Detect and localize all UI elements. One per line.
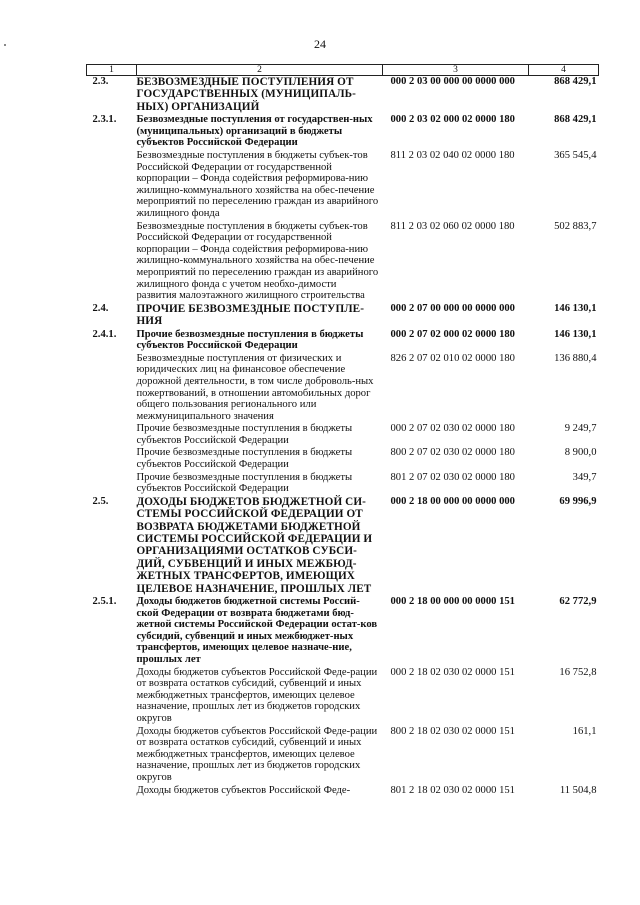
row-amount: 161,1 bbox=[572, 725, 597, 737]
table-row bbox=[87, 353, 599, 424]
table-row bbox=[87, 726, 599, 785]
row-name: Безвозмездные поступления от государствен-ных (муниципальных) организаций в бюджеты субъектов Российской Федерации bbox=[136, 114, 373, 149]
row-amount: 146 130,1 bbox=[554, 302, 597, 314]
row-number: 2.5. bbox=[92, 495, 109, 507]
row-name: Доходы бюджетов субъектов Российской Феде- bbox=[136, 784, 351, 796]
table-row bbox=[87, 303, 599, 329]
table-row bbox=[87, 472, 599, 496]
row-name: ДОХОДЫ БЮДЖЕТОВ БЮДЖЕТНОЙ СИ-СТЕМЫ РОССИЙСКОЙ ФЕДЕРАЦИИ ОТ ВОЗВРАТА БЮДЖЕТАМИ БЮДЖЕТНОЙ СИСТЕМЫ РОССИЙСКОЙ ФЕДЕРАЦИИ И ОРГАНИЗАЦИЯМИ ОСТАТКОВ СУБСИ-ДИЙ, СУБВЕНЦИЙ И ИНЫХ МЕЖБЮД-ЖЕТНЫХ ТРАНСФЕРТОВ, ИМЕЮЩИХ ЦЕЛЕВОЕ НАЗНАЧЕНИЕ, ПРОШЛЫХ ЛЕТ bbox=[136, 495, 373, 595]
row-name: Доходы бюджетов субъектов Российской Феде-рации от возврата остатков субсидий, субвенций и иных межбюджетных трансфертов, имеющих целевое назначение, прошлых лет из бюджетов городских округов bbox=[136, 666, 378, 725]
row-name: БЕЗВОЗМЕЗДНЫЕ ПОСТУПЛЕНИЯ ОТ ГОСУДАРСТВЕННЫХ (МУНИЦИПАЛЬ-НЫХ) ОРГАНИЗАЦИЙ bbox=[137, 76, 383, 115]
row-number bbox=[87, 150, 137, 221]
row-code: 000 2 18 00 000 00 0000 000 bbox=[390, 495, 515, 507]
table-body bbox=[87, 76, 599, 798]
header-row bbox=[87, 65, 599, 76]
row-code: 801 2 07 02 030 02 0000 180 bbox=[390, 471, 515, 483]
header-col-3: 3 bbox=[383, 65, 529, 76]
row-number bbox=[87, 353, 137, 424]
row-amount: 11 504,8 bbox=[559, 784, 597, 796]
header-col-4: 4 bbox=[529, 65, 599, 76]
row-code: 811 2 03 02 060 02 0000 180 bbox=[390, 220, 515, 232]
page-number: 24 bbox=[314, 37, 326, 51]
row-amount: 136 880,4 bbox=[554, 352, 597, 364]
row-code: 000 2 18 02 030 02 0000 151 bbox=[390, 666, 515, 678]
budget-table bbox=[86, 64, 599, 797]
row-code: 826 2 07 02 010 02 0000 180 bbox=[390, 352, 515, 364]
row-number bbox=[87, 221, 137, 303]
row-code: 000 2 07 02 000 02 0000 180 bbox=[390, 328, 515, 340]
row-amount: 146 130,1 bbox=[554, 328, 597, 340]
table-row bbox=[87, 423, 599, 447]
row-number: 2.3. bbox=[87, 76, 137, 115]
row-amount: 8 900,0 bbox=[564, 447, 597, 459]
table-row bbox=[87, 785, 599, 798]
table-row bbox=[87, 150, 599, 221]
row-number bbox=[87, 726, 137, 785]
row-number: 2.4.1. bbox=[92, 328, 117, 340]
row-code: 800 2 07 02 030 02 0000 180 bbox=[390, 447, 515, 459]
row-number: 2.3.1. bbox=[92, 114, 117, 126]
table-header bbox=[87, 65, 599, 76]
table-row bbox=[87, 496, 599, 596]
row-name: Безвозмездные поступления от физических и юридических лиц на финансовое обеспечение дорожной деятельности, в том числе доброволь-ных пожертвований, в отношении автомобильных дорог общего пользования регионального или межмуниципального значения bbox=[136, 352, 374, 422]
row-name: Доходы бюджетов бюджетной системы Россий-ской Федерации от возврата бюджетами бюд-жетной системы Российской Федерации остат-ков субсидий, субвенций и иных межбюджет-ных трансфертов, имеющих целевое назначе-ние, прошлых лет bbox=[136, 596, 378, 666]
row-code: 801 2 18 02 030 02 0000 151 bbox=[390, 784, 515, 796]
table-row bbox=[87, 114, 599, 150]
row-number bbox=[87, 785, 137, 798]
table-row bbox=[87, 596, 599, 667]
row-code: 000 2 07 00 000 00 0000 000 bbox=[390, 302, 515, 314]
row-name: Прочие безвозмездные поступления в бюджеты субъектов Российской Федерации bbox=[136, 447, 353, 471]
row-name: Безвозмездные поступления в бюджеты субъек-тов Российской Федерации от государственной корпорации – Фонда содействия реформирова-нию жилищно-коммунального хозяйства на обес-печение мероприятий по переселению граждан из аварийного жилищного фонда bbox=[136, 150, 379, 219]
row-code: 800 2 18 02 030 02 0000 151 bbox=[390, 725, 515, 737]
row-code: 000 2 03 00 000 00 0000 000 bbox=[383, 76, 529, 115]
row-number: 2.5.1. bbox=[92, 596, 117, 608]
table-row bbox=[87, 447, 599, 471]
row-amount: 349,7 bbox=[572, 471, 597, 483]
row-code: 811 2 03 02 040 02 0000 180 bbox=[390, 150, 515, 161]
row-amount: 9 249,7 bbox=[564, 423, 597, 435]
row-name: Безвозмездные поступления в бюджеты субъек-тов Российской Федерации от государственной корпорации – Фонда содействия реформирова-нию жилищно-коммунального хозяйства на обес-печение мероприятий по переселению граждан из аварийного жилищного фонда с учетом необхо-димости развития малоэтажного жилищного строительства bbox=[136, 220, 379, 302]
row-code: 000 2 07 02 030 02 0000 180 bbox=[390, 423, 515, 435]
row-number bbox=[87, 423, 137, 447]
table-row bbox=[87, 221, 599, 303]
row-number bbox=[87, 447, 137, 471]
row-name: Доходы бюджетов субъектов Российской Феде-рации от возврата остатков субсидий, субвенций и иных межбюджетных трансфертов, имеющих целевое назначение, прошлых лет из бюджетов городских округов bbox=[136, 725, 378, 783]
row-amount: 868 429,1 bbox=[529, 76, 599, 115]
row-name: Прочие безвозмездные поступления в бюджеты субъектов Российской Федерации bbox=[136, 328, 364, 352]
row-amount: 868 429,1 bbox=[554, 114, 597, 126]
row-code: 000 2 03 02 000 02 0000 180 bbox=[390, 114, 515, 126]
table-row bbox=[87, 329, 599, 353]
header-col-1: 1 bbox=[87, 65, 137, 76]
table-row bbox=[87, 76, 599, 115]
row-name: Прочие безвозмездные поступления в бюджеты субъектов Российской Федерации bbox=[136, 423, 353, 446]
row-amount: 16 752,8 bbox=[559, 666, 597, 678]
row-name: ПРОЧИЕ БЕЗВОЗМЕЗДНЫЕ ПОСТУПЛЕ-НИЯ bbox=[136, 302, 365, 328]
row-amount: 62 772,9 bbox=[559, 596, 597, 608]
table-row bbox=[87, 667, 599, 726]
row-number bbox=[87, 667, 137, 726]
row-number: 2.4. bbox=[92, 302, 109, 314]
row-number bbox=[87, 472, 137, 496]
row-amount: 365 545,4 bbox=[554, 150, 597, 161]
row-amount: 69 996,9 bbox=[559, 495, 597, 507]
row-name: Прочие безвозмездные поступления в бюджеты субъектов Российской Федерации bbox=[136, 471, 353, 495]
row-code: 000 2 18 00 000 00 0000 151 bbox=[390, 596, 515, 608]
row-amount: 502 883,7 bbox=[554, 220, 597, 232]
header-col-2: 2 bbox=[137, 65, 383, 76]
